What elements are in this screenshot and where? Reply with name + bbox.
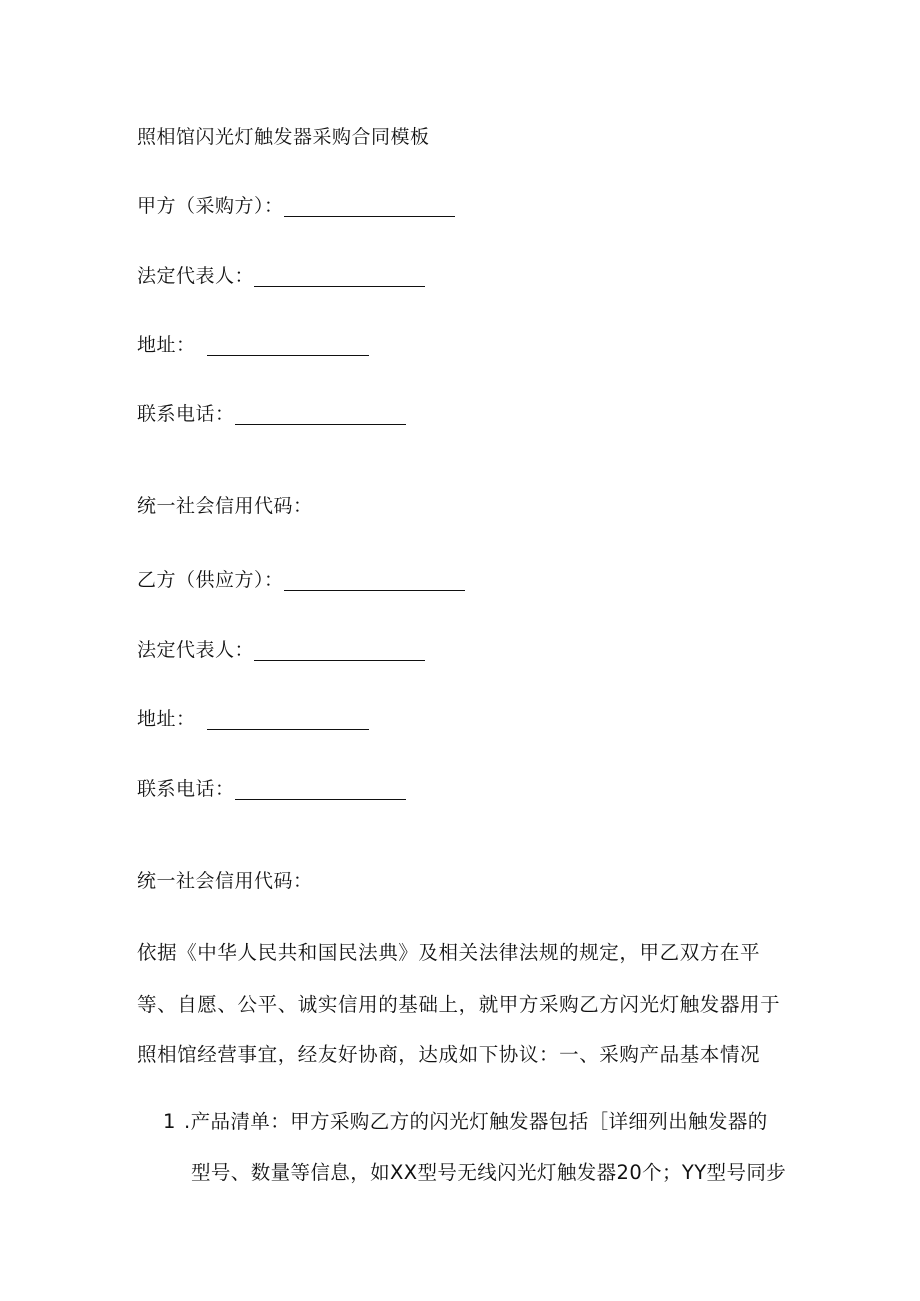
item-1-line-2: 型号、数量等信息，如XX型号无线闪光灯触发器20个；YY型号同步 [191,1161,787,1184]
party-b-rep-label: 法定代表人： [137,639,255,661]
party-a-heading: 甲方（采购方）： [137,195,284,217]
party-b-address-blank[interactable] [207,709,369,730]
party-a-rep-label: 法定代表人： [137,265,255,287]
preamble-line-2: 等、自愿、公平、诚实信用的基础上，就甲方采购乙方闪光灯触发器用于 [137,993,781,1016]
party-b-rep-row [137,637,425,663]
party-b-name-blank[interactable] [284,570,465,591]
party-a-heading-row [137,193,455,219]
party-b-heading: 乙方（供应方）： [137,569,284,591]
party-b-phone-label: 联系电话： [137,778,235,800]
item-1-number: 1 [163,1110,176,1133]
party-a-address-row [137,332,369,358]
party-a-name-blank[interactable] [284,196,455,217]
party-a-rep-blank[interactable] [254,266,425,287]
party-a-phone-label: 联系电话： [137,403,235,425]
item-1-line-1: .产品清单：甲方采购乙方的闪光灯触发器包括［详细列出触发器的 [184,1110,768,1133]
party-b-phone-row [137,776,406,802]
party-b-credit-code-label: 统一社会信用代码： [137,870,313,892]
preamble-line-3: 照相馆经营事宜，经友好协商，达成如下协议：一、采购产品基本情况 [137,1043,761,1066]
preamble-line-1: 依据《中华人民共和国民法典》及相关法律法规的规定，甲乙双方在平 [137,941,761,964]
party-b-address-row [137,706,369,732]
party-b-rep-blank[interactable] [254,640,425,661]
party-a-address-blank[interactable] [207,335,369,356]
document-title: 照相馆闪光灯触发器采购合同模板 [137,126,430,148]
party-a-phone-row [137,401,406,427]
party-b-address-label: 地址： [137,708,196,730]
party-b-heading-row [137,567,465,593]
party-b-phone-blank[interactable] [235,779,406,800]
party-a-phone-blank[interactable] [235,404,406,425]
party-a-credit-code-label: 统一社会信用代码： [137,495,313,517]
party-a-rep-row [137,263,425,289]
party-a-address-label: 地址： [137,334,196,356]
